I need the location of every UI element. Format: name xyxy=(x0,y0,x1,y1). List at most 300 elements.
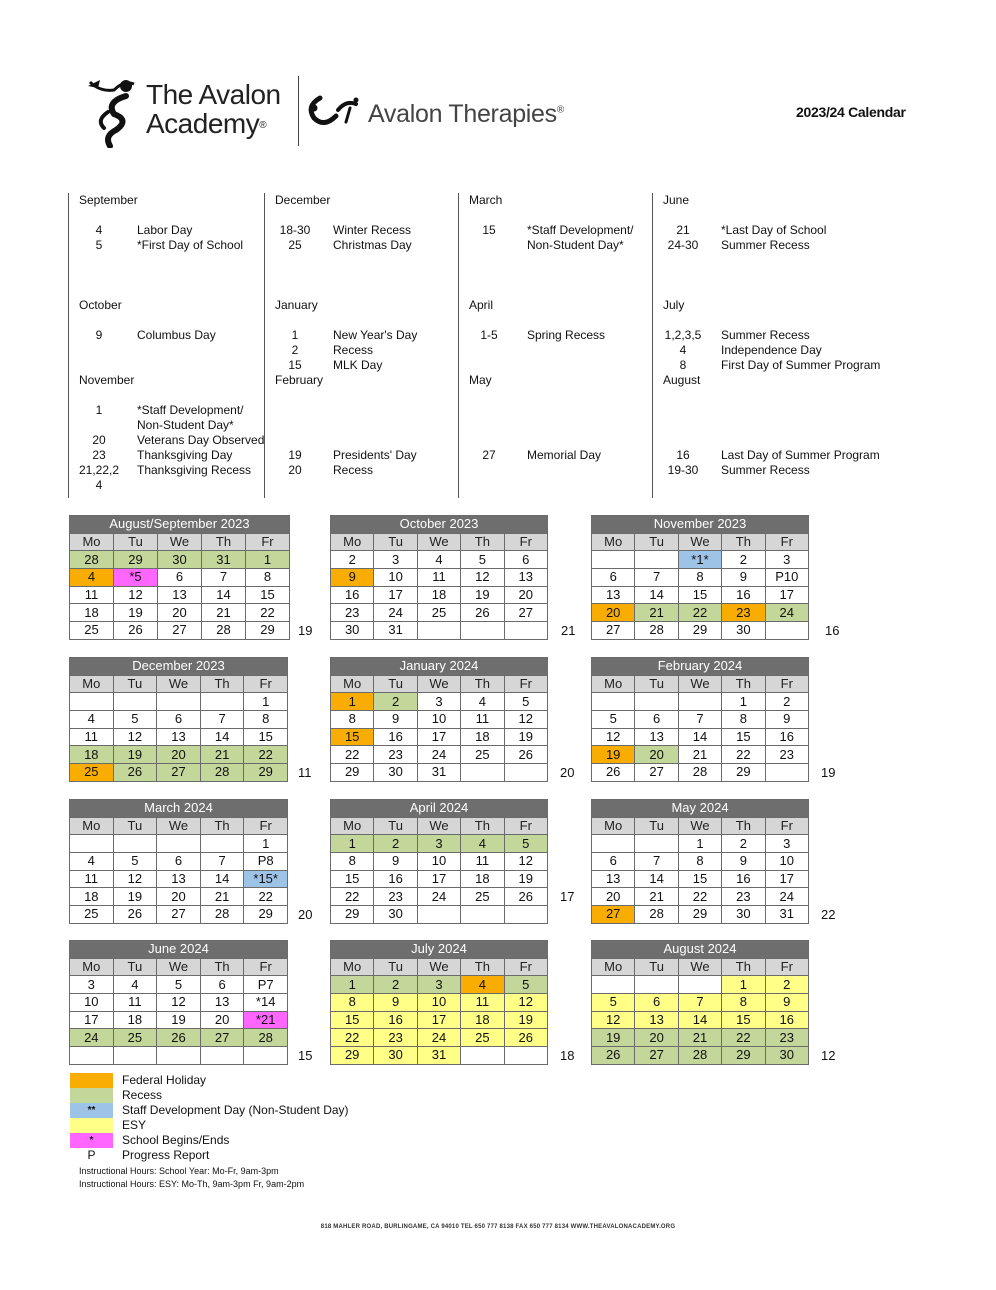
day-cell: 26 xyxy=(113,764,157,782)
day-cell: 27 xyxy=(635,764,678,782)
instructional-day-count: 12 xyxy=(821,1047,836,1063)
event-row xyxy=(265,358,459,373)
day-cell: 12 xyxy=(504,853,547,871)
event-month-name: July xyxy=(663,298,685,312)
day-cell: 13 xyxy=(158,586,202,604)
events-list xyxy=(68,193,881,498)
day-cell xyxy=(417,622,460,640)
legend-item xyxy=(69,1103,409,1118)
event-row xyxy=(459,403,653,418)
event-date: 8 xyxy=(679,358,687,372)
day-cell: 17 xyxy=(70,1011,114,1029)
day-cell: 14 xyxy=(202,586,246,604)
legend-swatch: ** xyxy=(70,1103,113,1118)
day-cell: 13 xyxy=(157,870,201,888)
day-cell: 7 xyxy=(200,853,244,871)
event-row xyxy=(265,328,459,343)
day-cell: 2 xyxy=(765,976,808,994)
day-cell: 9 xyxy=(765,711,808,729)
day-cell: 31 xyxy=(417,1047,460,1065)
weekday-header: Tu xyxy=(114,533,158,551)
day-cell: 25 xyxy=(417,604,460,622)
day-cell: 26 xyxy=(504,746,547,764)
day-cell: 20 xyxy=(592,888,635,906)
legend-label: School Begins/Ends xyxy=(122,1133,230,1147)
weekday-header: Mo xyxy=(592,817,635,835)
event-row xyxy=(69,223,263,238)
day-cell: 9 xyxy=(722,569,765,587)
event-column xyxy=(458,193,652,498)
day-cell: 29 xyxy=(678,622,721,640)
weekday-header: Fr xyxy=(504,958,547,976)
day-cell: 25 xyxy=(461,746,504,764)
day-cell: 6 xyxy=(635,711,678,729)
day-cell xyxy=(504,906,547,924)
event-date: 25 xyxy=(288,238,302,252)
day-cell: 12 xyxy=(504,711,547,729)
event-row xyxy=(653,463,847,478)
event-date: 24-30 xyxy=(667,238,699,252)
weekday-header: Mo xyxy=(70,958,114,976)
day-cell: 26 xyxy=(592,1047,635,1065)
day-cell xyxy=(200,693,244,711)
weekday-header: Th xyxy=(722,675,765,693)
instructional-hours-school-year: Instructional Hours: School Year: Mo-Fr, 9am-3pm xyxy=(79,1166,279,1176)
therapies-registered-mark: ® xyxy=(556,104,564,116)
day-cell xyxy=(678,693,721,711)
day-cell: 27 xyxy=(592,906,635,924)
day-cell xyxy=(200,1047,244,1065)
legend-label: Staff Development Day (Non-Student Day) xyxy=(122,1103,349,1117)
day-cell xyxy=(635,551,678,569)
event-row xyxy=(69,238,263,253)
event-name: Non-Student Day* xyxy=(527,238,624,252)
day-cell: 17 xyxy=(417,728,460,746)
day-cell: 19 xyxy=(113,746,157,764)
day-cell xyxy=(504,1047,547,1065)
event-row xyxy=(265,448,459,463)
day-cell: 22 xyxy=(246,604,290,622)
day-cell: 17 xyxy=(765,870,808,888)
legend-item xyxy=(69,1118,409,1133)
day-cell: 10 xyxy=(417,711,460,729)
day-cell: *1* xyxy=(678,551,721,569)
event-name: Summer Recess xyxy=(721,238,810,252)
weekday-header: Th xyxy=(461,817,504,835)
day-cell: 22 xyxy=(678,604,721,622)
day-cell: 14 xyxy=(635,586,678,604)
weekday-header: We xyxy=(678,675,721,693)
day-cell: 17 xyxy=(417,870,460,888)
day-cell: 6 xyxy=(200,976,244,994)
event-name: Christmas Day xyxy=(333,238,412,252)
day-cell: 6 xyxy=(592,853,635,871)
day-cell: 4 xyxy=(461,835,504,853)
day-cell: 4 xyxy=(461,976,504,994)
day-cell: 15 xyxy=(246,586,290,604)
event-row xyxy=(69,418,263,433)
day-cell xyxy=(592,976,635,994)
day-cell xyxy=(635,693,678,711)
day-cell: 20 xyxy=(504,586,547,604)
month-title: March 2024 xyxy=(70,800,288,818)
day-cell: 15 xyxy=(722,728,765,746)
weekday-header: Th xyxy=(200,958,244,976)
day-cell: 6 xyxy=(157,853,201,871)
day-cell: 19 xyxy=(504,728,547,746)
day-cell: 2 xyxy=(374,693,417,711)
event-name: MLK Day xyxy=(333,358,383,372)
day-cell xyxy=(765,622,808,640)
day-cell: 28 xyxy=(244,1029,288,1047)
day-cell: 13 xyxy=(200,994,244,1012)
month-calendar xyxy=(330,799,548,924)
day-cell: 26 xyxy=(504,888,547,906)
day-cell: 1 xyxy=(678,835,721,853)
event-row xyxy=(653,433,847,448)
instructional-day-count: 19 xyxy=(298,622,313,638)
event-row xyxy=(459,418,653,433)
calendar-title: 2023/24 Calendar xyxy=(796,104,906,120)
event-name: Thanksgiving Recess xyxy=(137,463,252,477)
event-date: 19-30 xyxy=(667,463,699,477)
academy-wordmark xyxy=(146,80,281,140)
day-cell: 28 xyxy=(202,622,246,640)
day-cell: 18 xyxy=(113,1011,157,1029)
day-cell: 20 xyxy=(635,746,678,764)
day-cell: 29 xyxy=(722,1047,765,1065)
event-row xyxy=(653,328,847,343)
weekday-header: Mo xyxy=(70,817,114,835)
day-cell xyxy=(635,976,678,994)
event-date: 23 xyxy=(92,448,106,462)
day-cell: 10 xyxy=(417,994,460,1012)
day-cell: 16 xyxy=(765,1011,808,1029)
weekday-header: Th xyxy=(722,958,765,976)
day-cell: 27 xyxy=(157,764,201,782)
day-cell: 14 xyxy=(200,728,244,746)
legend xyxy=(69,1073,409,1163)
month-title: October 2023 xyxy=(331,516,548,534)
day-cell: 21 xyxy=(202,604,246,622)
event-column xyxy=(68,193,265,498)
weekday-header: We xyxy=(417,958,460,976)
day-cell: 18 xyxy=(70,888,114,906)
weekday-header: Fr xyxy=(244,817,288,835)
instructional-day-count: 21 xyxy=(561,622,576,638)
weekday-header: Tu xyxy=(635,817,678,835)
day-cell: 6 xyxy=(157,711,201,729)
day-cell xyxy=(461,622,504,640)
day-cell: 11 xyxy=(417,569,460,587)
weekday-header: Fr xyxy=(244,675,288,693)
day-cell: P8 xyxy=(244,853,288,871)
day-cell: 5 xyxy=(461,551,504,569)
weekday-header: Tu xyxy=(113,675,157,693)
event-name: Summer Recess xyxy=(721,328,810,342)
day-cell: 12 xyxy=(157,994,201,1012)
event-date: 2 xyxy=(291,343,299,357)
day-cell: 6 xyxy=(504,551,547,569)
day-cell: 3 xyxy=(70,976,114,994)
instructional-hours-esy: Instructional Hours: ESY: Mo-Th, 9am-3pm Fr, 9am-2pm xyxy=(79,1179,305,1189)
day-cell: 5 xyxy=(504,693,547,711)
day-cell: 19 xyxy=(592,1029,635,1047)
day-cell: 4 xyxy=(70,853,114,871)
day-cell: 29 xyxy=(722,764,765,782)
day-cell: 19 xyxy=(114,604,158,622)
day-cell: 19 xyxy=(461,586,504,604)
day-cell: 7 xyxy=(678,711,721,729)
avalon-figure-logo-icon xyxy=(86,76,142,148)
weekday-header: Mo xyxy=(331,675,374,693)
day-cell: 24 xyxy=(417,1029,460,1047)
day-cell: 28 xyxy=(200,764,244,782)
weekday-header: Th xyxy=(722,817,765,835)
instructional-day-count: 17 xyxy=(560,888,575,904)
day-cell: 13 xyxy=(635,1011,678,1029)
day-cell: 20 xyxy=(635,1029,678,1047)
day-cell: 10 xyxy=(417,853,460,871)
event-column xyxy=(264,193,458,498)
day-cell: 12 xyxy=(592,1011,635,1029)
event-date: 21,22,2 xyxy=(78,463,120,477)
day-cell xyxy=(461,906,504,924)
event-row xyxy=(69,478,263,493)
event-month-name: May xyxy=(469,373,492,387)
day-cell: 17 xyxy=(417,1011,460,1029)
day-cell: 20 xyxy=(157,746,201,764)
event-date: 4 xyxy=(95,478,103,492)
day-cell: 10 xyxy=(70,994,114,1012)
event-name: *Last Day of School xyxy=(721,223,827,237)
day-cell: 23 xyxy=(331,604,374,622)
day-cell: 30 xyxy=(374,764,417,782)
event-row xyxy=(265,418,459,433)
event-date: 20 xyxy=(288,463,302,477)
day-cell: 9 xyxy=(374,853,417,871)
day-cell xyxy=(592,551,635,569)
weekday-header: Tu xyxy=(635,958,678,976)
day-cell: 22 xyxy=(244,746,288,764)
day-cell: 27 xyxy=(158,622,202,640)
day-cell: 12 xyxy=(113,728,157,746)
legend-label: ESY xyxy=(122,1118,147,1132)
weekday-header: Mo xyxy=(592,675,635,693)
day-cell: 17 xyxy=(765,586,808,604)
day-cell: 1 xyxy=(331,835,374,853)
day-cell: 3 xyxy=(417,693,460,711)
day-cell: 26 xyxy=(114,622,158,640)
day-cell: 9 xyxy=(374,711,417,729)
month-title: May 2024 xyxy=(592,800,809,818)
day-cell: 19 xyxy=(157,1011,201,1029)
event-date: 21 xyxy=(676,223,690,237)
day-cell: 9 xyxy=(765,994,808,1012)
day-cell: 12 xyxy=(592,728,635,746)
day-cell: 22 xyxy=(331,746,374,764)
day-cell: 20 xyxy=(592,604,635,622)
day-cell: 3 xyxy=(765,835,808,853)
day-cell: 5 xyxy=(113,853,157,871)
month-title: July 2024 xyxy=(331,941,548,959)
event-date: 1,2,3,5 xyxy=(664,328,702,342)
day-cell: 7 xyxy=(635,853,678,871)
day-cell: 23 xyxy=(374,888,417,906)
day-cell: 13 xyxy=(635,728,678,746)
day-cell: 25 xyxy=(70,622,114,640)
day-cell: 29 xyxy=(678,906,721,924)
day-cell xyxy=(70,1047,114,1065)
event-row xyxy=(265,463,459,478)
event-name: Summer Recess xyxy=(721,463,810,477)
day-cell: 2 xyxy=(374,835,417,853)
day-cell: 26 xyxy=(592,764,635,782)
event-name: *First Day of School xyxy=(137,238,244,252)
event-month-name: April xyxy=(469,298,494,312)
day-cell: 5 xyxy=(113,711,157,729)
day-cell: 13 xyxy=(592,870,635,888)
day-cell: *14 xyxy=(244,994,288,1012)
event-name: Non-Student Day* xyxy=(137,418,234,432)
day-cell xyxy=(504,622,547,640)
day-cell xyxy=(765,764,808,782)
weekday-header: Th xyxy=(722,533,765,551)
day-cell: 10 xyxy=(765,853,808,871)
day-cell: 12 xyxy=(114,586,158,604)
weekday-header: Fr xyxy=(765,533,808,551)
day-cell: 24 xyxy=(765,888,808,906)
day-cell xyxy=(70,835,114,853)
day-cell: 28 xyxy=(70,551,114,569)
day-cell: 25 xyxy=(461,888,504,906)
event-row xyxy=(265,238,459,253)
day-cell: 19 xyxy=(113,888,157,906)
weekday-header: We xyxy=(678,958,721,976)
day-cell: 17 xyxy=(374,586,417,604)
event-date: 16 xyxy=(676,448,690,462)
weekday-header: Mo xyxy=(70,675,114,693)
day-cell: 16 xyxy=(374,870,417,888)
event-row xyxy=(459,433,653,448)
weekday-header: Mo xyxy=(592,533,635,551)
day-cell xyxy=(113,835,157,853)
event-month-name: June xyxy=(663,193,690,207)
logo-divider xyxy=(298,76,299,146)
event-month-name: September xyxy=(79,193,138,207)
day-cell: 15 xyxy=(678,586,721,604)
day-cell: 26 xyxy=(113,906,157,924)
event-name: Presidents' Day xyxy=(333,448,417,462)
day-cell: 31 xyxy=(374,622,417,640)
event-date: 4 xyxy=(95,223,103,237)
weekday-header: Mo xyxy=(592,958,635,976)
event-name: Columbus Day xyxy=(137,328,216,342)
day-cell: 31 xyxy=(765,906,808,924)
day-cell: 26 xyxy=(461,604,504,622)
legend-swatch: P xyxy=(87,1148,96,1162)
therapies-wordmark xyxy=(368,100,564,129)
day-cell: 24 xyxy=(417,888,460,906)
weekday-header: Tu xyxy=(374,533,417,551)
day-cell: 1 xyxy=(722,976,765,994)
day-cell: *5 xyxy=(114,569,158,587)
day-cell: *21 xyxy=(244,1011,288,1029)
day-cell: 24 xyxy=(374,604,417,622)
day-cell: 14 xyxy=(635,870,678,888)
event-row xyxy=(653,403,847,418)
day-cell: 26 xyxy=(157,1029,201,1047)
day-cell: 19 xyxy=(504,1011,547,1029)
event-row xyxy=(653,238,847,253)
day-cell xyxy=(635,835,678,853)
event-date: 18-30 xyxy=(279,223,311,237)
day-cell: 6 xyxy=(635,994,678,1012)
event-name: Spring Recess xyxy=(527,328,606,342)
day-cell: 1 xyxy=(246,551,290,569)
day-cell: 11 xyxy=(70,586,114,604)
day-cell xyxy=(244,1047,288,1065)
day-cell: 12 xyxy=(113,870,157,888)
event-month-name: March xyxy=(469,193,503,207)
day-cell xyxy=(113,693,157,711)
instructional-day-count: 16 xyxy=(825,622,840,638)
day-cell: 18 xyxy=(70,604,114,622)
day-cell: 28 xyxy=(635,906,678,924)
weekday-header: We xyxy=(157,675,201,693)
day-cell xyxy=(417,906,460,924)
day-cell: 8 xyxy=(678,569,721,587)
event-name: *Staff Development/ xyxy=(527,223,634,237)
day-cell: 27 xyxy=(592,622,635,640)
event-date: 1 xyxy=(95,403,103,417)
event-month-name: November xyxy=(79,373,135,387)
weekday-header: Fr xyxy=(765,817,808,835)
event-date: 20 xyxy=(92,433,106,447)
legend-item xyxy=(69,1133,409,1148)
event-row xyxy=(69,448,263,463)
day-cell: 16 xyxy=(722,870,765,888)
day-cell: 11 xyxy=(70,870,114,888)
day-cell: 16 xyxy=(331,586,374,604)
day-cell: 22 xyxy=(331,1029,374,1047)
day-cell: 1 xyxy=(244,835,288,853)
instructional-day-count: 20 xyxy=(560,764,575,780)
day-cell xyxy=(113,1047,157,1065)
day-cell: 25 xyxy=(113,1029,157,1047)
month-title: April 2024 xyxy=(331,800,548,818)
day-cell: 28 xyxy=(678,1047,721,1065)
weekday-header: Th xyxy=(461,958,504,976)
day-cell: 12 xyxy=(504,994,547,1012)
day-cell: 16 xyxy=(374,1011,417,1029)
day-cell: 25 xyxy=(70,764,114,782)
event-row xyxy=(459,238,653,253)
day-cell: 22 xyxy=(331,888,374,906)
day-cell: 21 xyxy=(678,746,721,764)
event-row xyxy=(265,403,459,418)
month-calendar xyxy=(69,940,288,1065)
month-calendar xyxy=(330,657,548,782)
day-cell: 25 xyxy=(70,906,114,924)
day-cell: 23 xyxy=(765,1029,808,1047)
weekday-header: Th xyxy=(200,675,244,693)
day-cell: 9 xyxy=(374,994,417,1012)
month-calendar xyxy=(69,657,288,782)
event-row xyxy=(69,433,263,448)
day-cell: 5 xyxy=(592,994,635,1012)
event-month-name: October xyxy=(79,298,122,312)
